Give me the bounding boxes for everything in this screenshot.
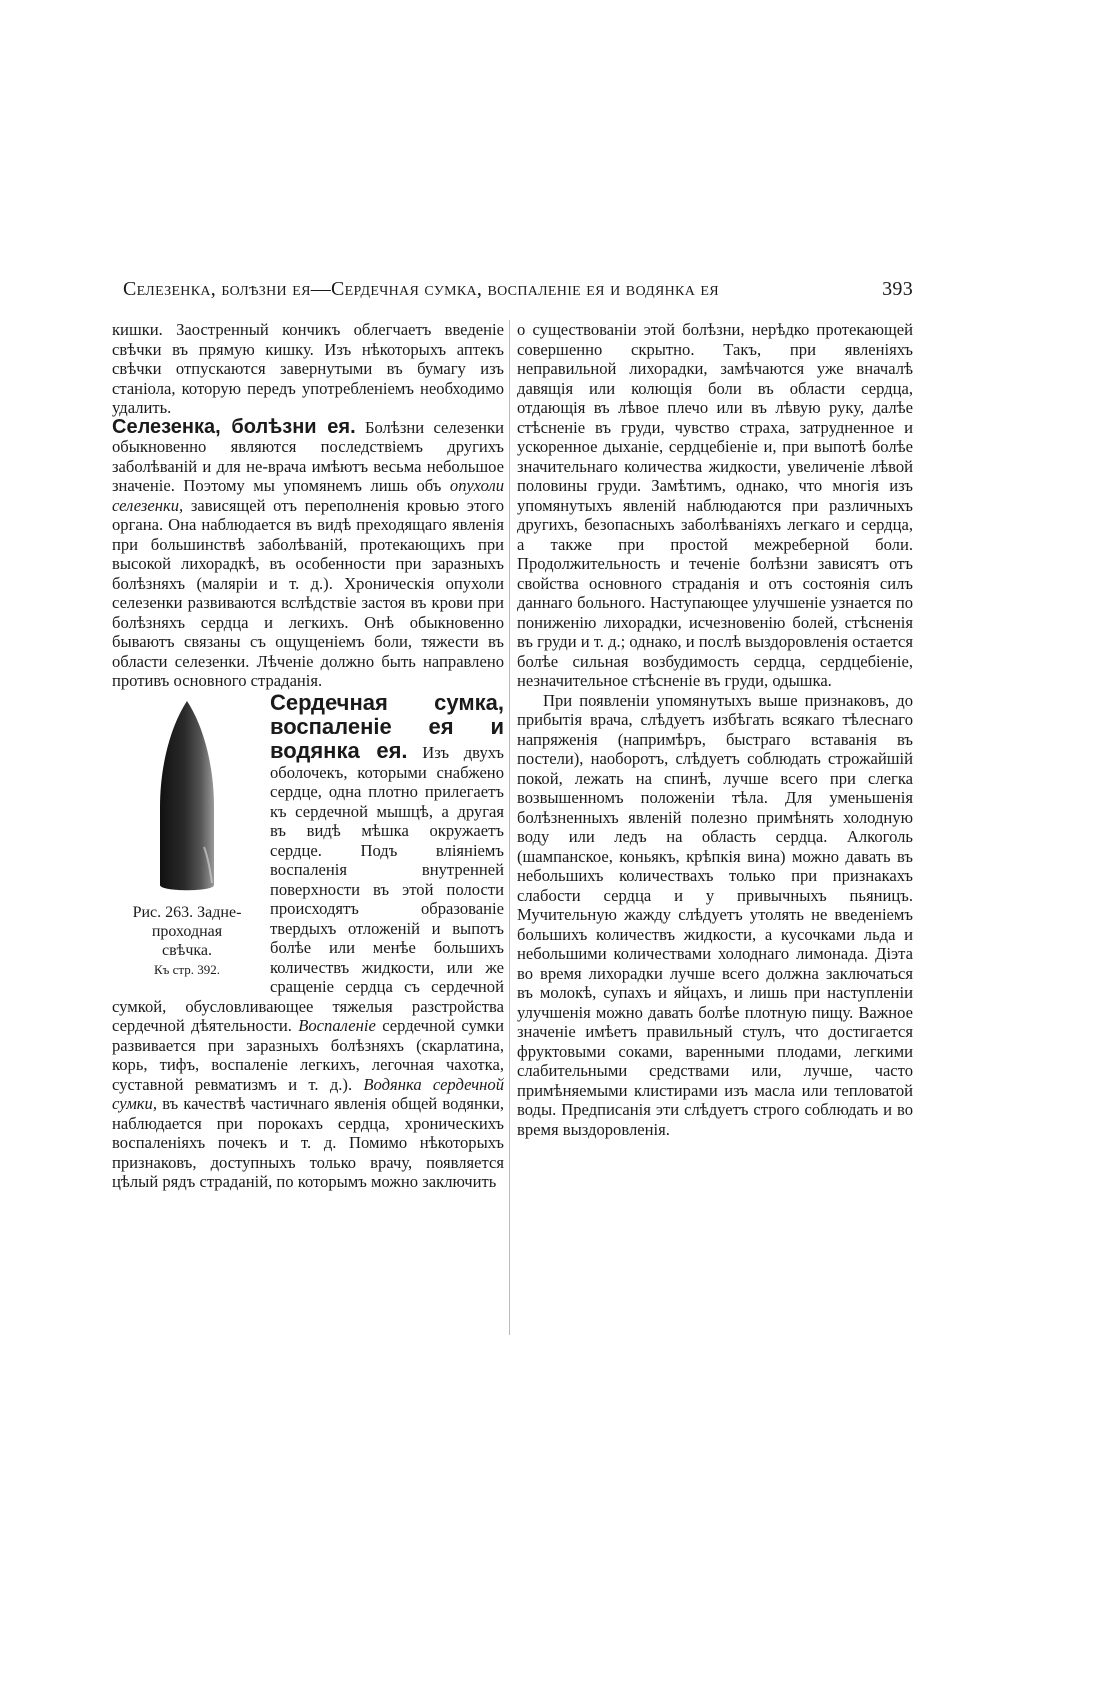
spleen-text-a: Болѣзни селезенки обыкновенно являются последствіемъ другихъ заболѣваній и для не-врача имѣютъ весьма небольшое значеніе. Поэтому мы упомянемъ лишь объ	[112, 417, 504, 495]
left-column	[112, 320, 504, 1192]
pericardium-italic-inflammation: Воспаленіе	[298, 1016, 376, 1035]
section-heading-pericardium: Сердечная сумка, воспаленіе ея и водянка ея.	[270, 689, 504, 763]
page-header	[123, 278, 913, 301]
figure-caption	[112, 903, 262, 979]
right-column	[517, 320, 913, 1139]
caption-line-3: свѣчка.	[161, 941, 213, 959]
figure-suppository	[112, 697, 262, 979]
caption-reference: Къ стр. 392.	[153, 961, 220, 977]
paragraph-treatment: При появленіи упомянутыхъ выше признаковъ, до прибытія врача, слѣдуетъ избѣгать всякаго тѣлеснаго напряженія (напримѣръ, быстраго вставанія въ постели), наоборотъ, слѣдуетъ соблюдать строжайшій покой, лежать на спинѣ, лучше всего при слегка возвышенномъ положеніи тѣла. Для уменьшенія болѣзненныхъ явленій полезно примѣнять холодную воду или ледъ на область сердца. Алкоголь (шампанское, коньякъ, крѣпкія вина) можно давать въ небольшихъ количествахъ только при признакахъ слабости сердца и у привычныхъ пьяницъ. Мучительную жажду слѣдуетъ утолять не введеніемъ большихъ количествъ жидкости, а кусочками льда и небольшими количествами холоднаго лимонада. Діэта во время лихорадки лучше всего должна заключаться въ молокѣ, супахъ и яйцахъ, и лишь при наступленіи улучшенія можно давать болѣе плотную пищу. Важное значеніе имѣетъ правильный стулъ, что достигается фруктовыми соками, варенными плодами, легкими слабительными средствами или, лучше, часто примѣняемыми клистирами изъ масла или тепловатой воды. Предписанія эти слѣдуетъ строго соблюдать и во время выздоровленія.	[517, 690, 913, 1139]
pericardium-italic-dropsy: Водянка сердечной сумки,	[112, 1074, 504, 1113]
paragraph-suppository-end: кишки. Заостренный кончикъ облегчаетъ введеніе свѣчки въ прямую кишку. Изъ нѣкоторыхъ аптекъ свѣчки отпускаются завернутыми въ бумагу изъ станіола, которую передъ употребленіемъ необходимо удалить.	[112, 320, 504, 417]
pericardium-text-c: въ качествѣ частичнаго явленія общей водянки, наблюдается при порокахъ сердца, хроническихъ воспаленіяхъ почекъ и т. д. Помимо нѣкоторыхъ признаковъ, доступныхъ только врачу, появляется цѣлый рядъ страданій, по которымъ можно заключить	[112, 1094, 504, 1191]
pericardium-text-b: сердечной сумки развивается при заразныхъ болѣзняхъ (скарлатина, корь, тифъ, воспаленіе легкихъ, легочная чахотка, суставной ревматизмъ и т. д.).	[112, 1016, 504, 1094]
column-divider	[509, 320, 510, 1335]
spleen-text-b: зависящей отъ переполненія кровью этого органа. Она наблюдается въ видѣ преходящаго явленія при большинствѣ заболѣваній, протекающихъ при высокой лихорадкѣ, въ особенности при заразныхъ болѣзняхъ (маляріи и т. д.). Хроническія опухоли селезенки развиваются вслѣдствіе застоя въ крови при болѣзняхъ сердца и легкихъ. Онѣ обыкновенно бываютъ связаны съ ощущеніемъ боли, тяжести въ области селезенки. Лѣченіе должно быть направлено противъ основного страданія.	[112, 495, 504, 690]
section-heading-spleen: Селезенка, болѣзни ея.	[112, 415, 356, 438]
paragraph-symptoms: о существованіи этой болѣзни, нерѣдко протекающей совершенно скрытно. Такъ, при явленіяхъ неправильной лихорадки, замѣчаются уже вначалѣ давящія или колющія боли въ области сердца, отдающія въ лѣвое плечо или въ лѣвую руку, далѣе стѣсненіе въ груди, чувство страха, затрудненное и ускоренное дыханіе, сердцебіеніе и, при выпотѣ болѣе значительнаго количества жидкости, увеличеніе лѣвой половины груди. Замѣтимъ, однако, что многія изъ упомянутыхъ явленій наблюдаются при различныхъ другихъ, безопасныхъ заболѣваніяхъ легкаго и сердца, а также при простой межреберной боли. Продолжительность и теченіе болѣзни зависятъ отъ свойства основного страданія и отъ состоянія силъ даннаго больного. Наступающее улучшеніе узнается по пониженію лихорадки, исчезновенію болей, стѣсненія въ груди и т. д.; однако, и послѣ выздоровленія остается болѣе сильная возбудимость сердца, сердцебіеніе, незначительное стѣсненіе въ груди, одышка.	[517, 320, 913, 690]
pericardium-text-a: Изъ двухъ оболочекъ, которыми снабжено сердце, одна плотно прилегаетъ къ сердечной мышцѣ, а другая въ видѣ мѣшка окружаетъ сердце. Подъ вліяніемъ воспаленія внутренней поверхности въ этой полости происходятъ образованіе твердыхъ отложеній и выпотъ болѣе или менѣе большихъ количествъ жидкости, или же сращеніе сердца съ сердечной сумкой, обусловливающее тяжелыя разстройства сердечной дѣятельности.	[112, 742, 504, 1035]
caption-line-2: проходная	[151, 922, 223, 940]
spleen-italic-term: опухоли селезенки,	[112, 476, 504, 515]
suppository-illustration	[152, 697, 222, 897]
page-number: 393	[882, 278, 913, 300]
caption-line-1: Рис. 263. Задне-	[132, 903, 242, 921]
paragraph-spleen	[112, 415, 504, 691]
running-title: Селезенка, болѣзни ея—Сердечная сумка, воспаленіе ея и водянка ея	[123, 278, 719, 300]
